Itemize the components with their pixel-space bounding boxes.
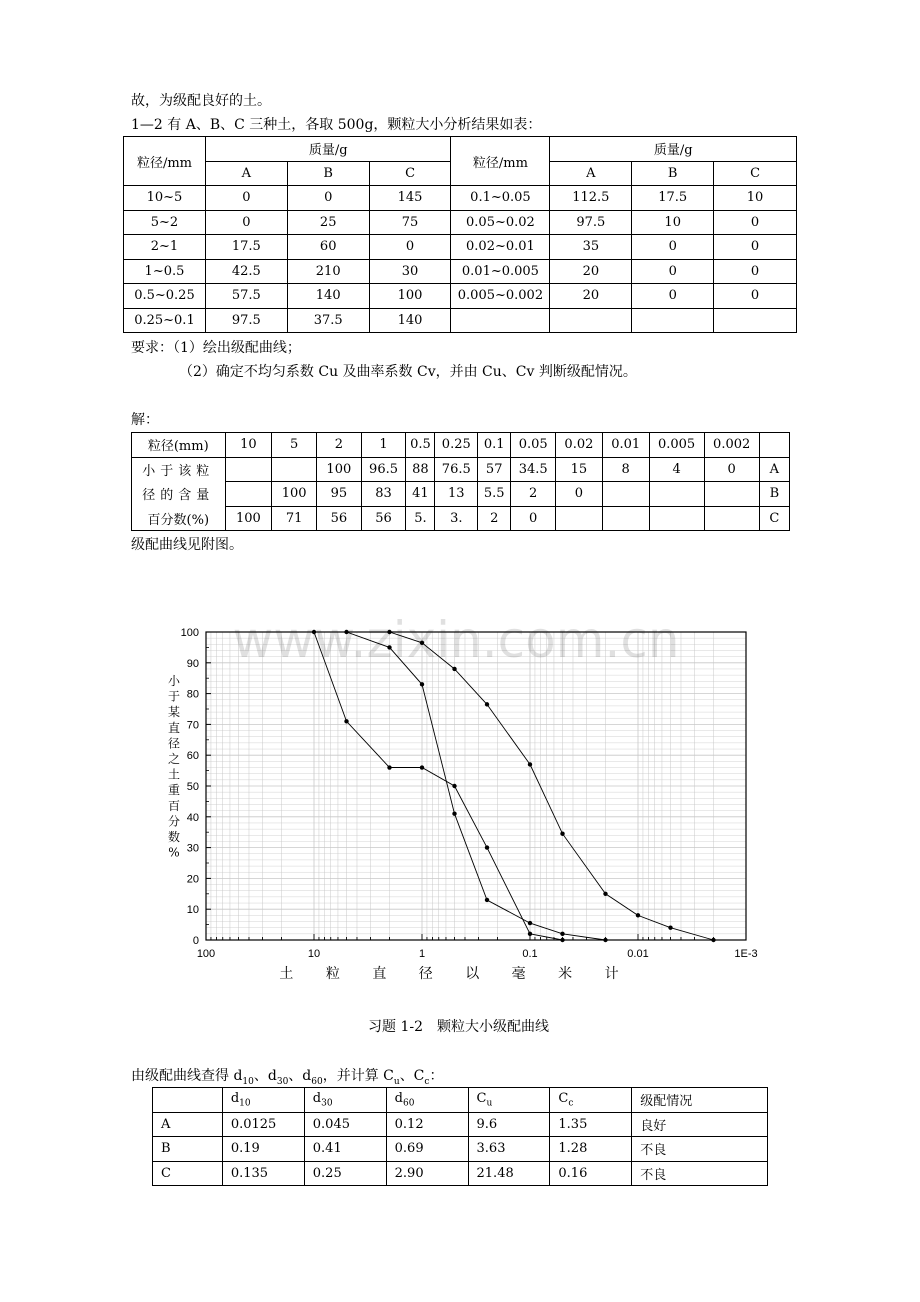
y-label-char: 数	[167, 830, 181, 844]
x-tick-label: 1E-3	[734, 948, 758, 960]
mass-table-cell	[714, 308, 797, 333]
y-label-char: 土	[167, 767, 181, 782]
percent-header-blank	[759, 433, 789, 458]
percent-value-cell: 5.5	[478, 482, 511, 507]
percent-value-cell: 8	[602, 457, 649, 482]
percent-value-cell: 83	[361, 482, 406, 507]
mass-table-cell: 20	[550, 259, 632, 284]
result-table-cell: B	[153, 1137, 223, 1162]
series-point-1	[560, 932, 564, 936]
x-tick-label: 10	[307, 948, 321, 960]
mass-table-cell: 75	[369, 210, 451, 235]
y-label-char: 径	[167, 736, 181, 751]
percent-value-cell: 100	[225, 506, 272, 531]
mass-table-cell: 0.25~0.1	[124, 308, 206, 333]
percent-size-cell: 0.005	[649, 433, 704, 458]
mass-table-cell: 0	[287, 186, 369, 211]
y-axis-label	[168, 674, 181, 860]
percent-value-cell: 0	[704, 457, 759, 482]
percent-value-cell: 100	[317, 457, 362, 482]
series-point-0	[711, 938, 715, 942]
mass-table-cell: 0	[714, 235, 797, 260]
percent-size-cell: 0.002	[704, 433, 759, 458]
mass-table-cell: 17.5	[205, 235, 287, 260]
percent-value-cell: 4	[649, 457, 704, 482]
mass-header-mass-left: 质量/g	[205, 137, 451, 162]
percent-value-cell: 76.5	[435, 457, 478, 482]
series-point-2	[485, 845, 489, 849]
mass-table-row	[124, 210, 797, 235]
y-label-char: 直	[167, 720, 181, 735]
y-label-char: 之	[167, 752, 181, 766]
result-header-cell	[153, 1088, 223, 1113]
mass-table-cell: 140	[369, 308, 451, 333]
mass-table-cell: 0.01~0.005	[451, 259, 550, 284]
chart-grid	[206, 632, 746, 940]
percent-value-cell: 88	[406, 457, 435, 482]
mass-table-cell: 42.5	[205, 259, 287, 284]
series-point-2	[387, 765, 391, 769]
result-header-cell: 级配情况	[632, 1088, 768, 1113]
result-table-cell: 0.69	[386, 1137, 468, 1162]
y-tick-label: 40	[186, 811, 199, 824]
series-point-2	[452, 784, 456, 788]
percent-value-cell: 15	[556, 457, 603, 482]
x-tick-label: 100	[196, 948, 216, 960]
result-table-cell: 0.41	[304, 1137, 386, 1162]
mass-header-c: C	[714, 161, 797, 186]
mass-table-cell: 1~0.5	[124, 259, 206, 284]
mass-table-cell: 97.5	[205, 308, 287, 333]
percent-label-line-1: 小于该粒	[132, 457, 226, 482]
percent-header-size: 粒径(mm)	[132, 433, 226, 458]
y-label-char: %	[168, 845, 180, 860]
result-table-cell: 9.6	[468, 1112, 550, 1137]
percent-value-cell: 2	[478, 506, 511, 531]
percent-soil-tag: C	[759, 506, 789, 531]
result-header-cell: $C_c$	[550, 1088, 632, 1113]
result-table-cell: 良好	[632, 1112, 768, 1137]
result-intro: 由级配曲线查得 $d_{10}$、$d_{30}$、$d_{60}$，并计算 $C_u$、$C_c$：	[131, 1068, 444, 1087]
series-point-1	[603, 938, 607, 942]
result-table-row	[153, 1161, 768, 1186]
y-tick-label: 30	[186, 842, 199, 855]
y-tick-label: 10	[186, 904, 199, 917]
percent-value-cell: 95	[317, 482, 362, 507]
series-point-2	[344, 719, 348, 723]
percent-label-line-3: 百分数(%)	[132, 506, 226, 531]
percent-value-cell: 96.5	[361, 457, 406, 482]
x-tick-label: 0.1	[522, 948, 538, 960]
mass-table-cell: 0.05~0.02	[451, 210, 550, 235]
result-table-cell: 0.135	[222, 1161, 304, 1186]
result-table-row	[153, 1137, 768, 1162]
result-table-row	[153, 1112, 768, 1137]
percent-value-cell: 13	[435, 482, 478, 507]
mass-table-cell	[451, 308, 550, 333]
result-table-cell: A	[153, 1112, 223, 1137]
mass-table-cell: 112.5	[550, 186, 632, 211]
percent-value-cell: 57	[478, 457, 511, 482]
mass-table-row	[124, 308, 797, 333]
mass-table-cell: 0.005~0.002	[451, 284, 550, 309]
mass-table-cell: 0.1~0.05	[451, 186, 550, 211]
percent-value-cell: 34.5	[511, 457, 556, 482]
x-axis-label: 土 粒 直 径 以 毫 米 计	[279, 966, 633, 982]
y-label-char: 分	[167, 814, 181, 829]
series-point-2	[420, 765, 424, 769]
result-table	[152, 1087, 768, 1186]
result-header-cell: $d_{30}$	[304, 1088, 386, 1113]
mass-table-cell: 0	[369, 235, 451, 260]
result-table-cell: 3.63	[468, 1137, 550, 1162]
solution-label: 解：	[131, 412, 159, 428]
percent-size-cell: 1	[361, 433, 406, 458]
requirement-2: （2）确定不均匀系数 Cu 及曲率系数 Cv，并由 Cu、Cv 判断级配情况。	[179, 364, 637, 380]
percent-value-cell	[225, 457, 272, 482]
y-tick-label: 100	[180, 627, 199, 639]
percent-value-cell: 2	[511, 482, 556, 507]
percent-value-cell	[272, 457, 317, 482]
result-table-cell: 0.12	[386, 1112, 468, 1137]
series-point-1	[485, 898, 489, 902]
series-point-0	[636, 913, 640, 917]
mass-table-cell: 30	[369, 259, 451, 284]
percent-value-cell: 71	[272, 506, 317, 531]
mass-header-a: A	[550, 161, 632, 186]
percent-value-cell: 56	[361, 506, 406, 531]
mass-table-cell: 20	[550, 284, 632, 309]
y-label-char: 百	[167, 798, 181, 813]
result-table-cell: 不良	[632, 1161, 768, 1186]
percent-value-cell	[602, 482, 649, 507]
series-point-0	[668, 925, 672, 929]
percent-size-cell: 2	[317, 433, 362, 458]
mass-table-cell: 5~2	[124, 210, 206, 235]
mass-table-cell: 0	[205, 186, 287, 211]
percent-value-cell	[649, 506, 704, 531]
result-table-cell: 2.90	[386, 1161, 468, 1186]
series-point-1	[420, 682, 424, 686]
mass-header-mass-right: 质量/g	[550, 137, 797, 162]
percent-label-line-2: 径的含量	[132, 482, 226, 507]
mass-header-b: B	[287, 161, 369, 186]
mass-table-cell: 210	[287, 259, 369, 284]
result-table-cell: 0.25	[304, 1161, 386, 1186]
mass-table	[123, 136, 797, 333]
mass-table-cell: 17.5	[632, 186, 714, 211]
mass-table-cell: 0.02~0.01	[451, 235, 550, 260]
y-label-char: 于	[167, 689, 181, 704]
percent-value-cell: 5.	[406, 506, 435, 531]
mass-table-cell: 0	[205, 210, 287, 235]
series-point-0	[528, 762, 532, 766]
percent-value-cell: 0	[556, 482, 603, 507]
mass-table-cell: 10	[632, 210, 714, 235]
mass-table-cell: 0	[714, 284, 797, 309]
percent-value-cell: 100	[272, 482, 317, 507]
mass-table-cell: 100	[369, 284, 451, 309]
mass-table-cell: 57.5	[205, 284, 287, 309]
result-header-cell: $d_{10}$	[222, 1088, 304, 1113]
result-table-cell: 0.045	[304, 1112, 386, 1137]
percent-value-cell	[649, 482, 704, 507]
series-point-0	[603, 892, 607, 896]
y-tick-label: 90	[186, 657, 199, 670]
x-tick-label: 0.01	[627, 948, 649, 960]
mass-header-b: B	[632, 161, 714, 186]
intro-line: 故，为级配良好的土。	[131, 93, 271, 109]
percent-value-cell	[602, 506, 649, 531]
result-table-cell: C	[153, 1161, 223, 1186]
mass-table-cell: 2~1	[124, 235, 206, 260]
mass-table-cell: 35	[550, 235, 632, 260]
mass-header-a: A	[205, 161, 287, 186]
mass-header-c: C	[369, 161, 451, 186]
result-header-cell: $C_u$	[468, 1088, 550, 1113]
percent-value-cell: 56	[317, 506, 362, 531]
result-table-cell: 21.48	[468, 1161, 550, 1186]
y-label-char: 某	[167, 705, 181, 720]
percent-soil-tag: B	[759, 482, 789, 507]
y-tick-label: 50	[186, 781, 199, 793]
y-tick-label: 20	[186, 873, 199, 886]
mass-table-row	[124, 284, 797, 309]
mass-table-cell	[632, 308, 714, 333]
y-tick-label: 0	[192, 935, 199, 947]
x-tick-label: 1	[418, 948, 426, 960]
series-point-0	[560, 832, 564, 836]
mass-table-row	[124, 235, 797, 260]
percent-table	[131, 432, 790, 531]
percent-value-cell	[556, 506, 603, 531]
percent-size-cell: 0.1	[478, 433, 511, 458]
mass-table-cell: 10	[714, 186, 797, 211]
mass-table-cell: 140	[287, 284, 369, 309]
result-table-cell: 0.19	[222, 1137, 304, 1162]
series-point-0	[485, 702, 489, 706]
x-axis-ticks	[197, 934, 758, 960]
percent-value-cell: 41	[406, 482, 435, 507]
mass-table-row	[124, 186, 797, 211]
mass-table-cell: 25	[287, 210, 369, 235]
percent-value-cell	[704, 482, 759, 507]
mass-table-cell: 0.5~0.25	[124, 284, 206, 309]
mass-table-row	[124, 259, 797, 284]
curve-note: 级配曲线见附图。	[131, 537, 243, 553]
percent-size-cell: 0.05	[511, 433, 556, 458]
mass-table-cell: 0	[714, 259, 797, 284]
percent-soil-tag: A	[759, 457, 789, 482]
problem-line: 1—2 有 A、B、C 三种土，各取 500g，颗粒大小分析结果如表：	[131, 117, 542, 133]
result-table-cell: 1.28	[550, 1137, 632, 1162]
y-tick-label: 60	[186, 750, 199, 763]
percent-size-cell: 0.01	[602, 433, 649, 458]
result-table-cell: 不良	[632, 1137, 768, 1162]
mass-table-cell: 97.5	[550, 210, 632, 235]
y-tick-label: 80	[186, 688, 199, 701]
percent-size-cell: 0.25	[435, 433, 478, 458]
y-tick-label: 70	[186, 719, 199, 732]
y-label-char: 重	[167, 783, 181, 798]
series-point-2	[528, 932, 532, 936]
y-label-char: 小	[167, 674, 181, 688]
percent-size-cell: 10	[225, 433, 272, 458]
percent-size-cell: 0.02	[556, 433, 603, 458]
result-table-cell: 0.16	[550, 1161, 632, 1186]
percent-size-cell: 0.5	[406, 433, 435, 458]
result-header-cell: $d_{60}$	[386, 1088, 468, 1113]
result-table-cell: 0.0125	[222, 1112, 304, 1137]
mass-table-cell: 37.5	[287, 308, 369, 333]
mass-table-cell: 60	[287, 235, 369, 260]
result-table-cell: 1.35	[550, 1112, 632, 1137]
percent-value-cell: 3.	[435, 506, 478, 531]
mass-table-cell: 0	[632, 235, 714, 260]
requirement-1: 要求：（1）绘出级配曲线；	[131, 340, 301, 356]
grading-curve-chart	[130, 605, 790, 1005]
mass-header-size-left: 粒径/mm	[124, 137, 206, 186]
percent-value-cell	[704, 506, 759, 531]
series-point-1	[528, 921, 532, 925]
percent-value-cell	[225, 482, 272, 507]
mass-header-size-right: 粒径/mm	[451, 137, 550, 186]
series-point-1	[452, 812, 456, 816]
series-point-2	[560, 938, 564, 942]
mass-table-cell: 0	[632, 284, 714, 309]
watermark-text: www.zixin.com.cn	[232, 611, 680, 669]
mass-table-cell: 0	[714, 210, 797, 235]
mass-table-cell	[550, 308, 632, 333]
percent-value-cell: 0	[511, 506, 556, 531]
percent-size-cell: 5	[272, 433, 317, 458]
chart-caption: 习题 1-2 颗粒大小级配曲线	[368, 1019, 549, 1035]
mass-table-cell: 0	[632, 259, 714, 284]
mass-table-cell: 145	[369, 186, 451, 211]
mass-table-cell: 10~5	[124, 186, 206, 211]
